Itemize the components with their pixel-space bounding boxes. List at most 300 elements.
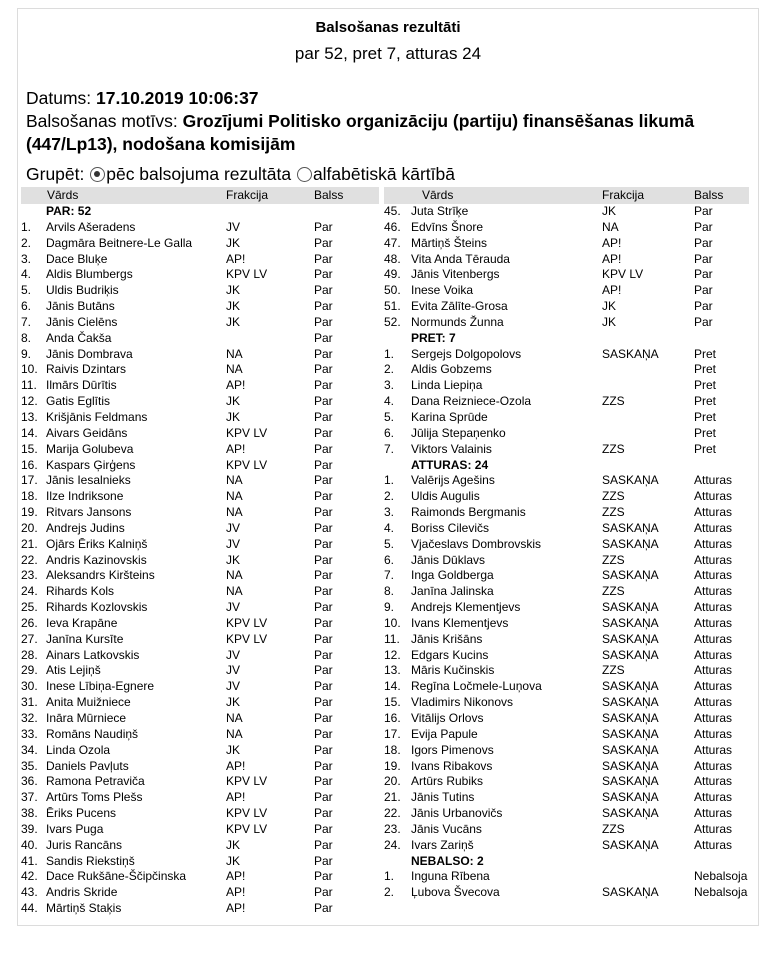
vote-cell: Par <box>314 679 333 694</box>
deputy-name: Viktors Valainis <box>411 441 492 456</box>
vote-cell: Pret <box>694 394 717 409</box>
deputy-name: Arvils Ašeradens <box>46 219 136 234</box>
table-row <box>21 394 379 410</box>
vote-cell: Par <box>314 441 333 456</box>
table-row <box>21 679 379 695</box>
deputy-name: Atis Lejiņš <box>46 663 101 678</box>
table-row <box>21 663 379 679</box>
table-row <box>21 537 379 553</box>
vote-cell: Atturas <box>694 726 733 741</box>
faction-cell: JK <box>226 314 241 329</box>
vote-cell: Par <box>314 457 333 472</box>
deputy-name: Inguna Rībena <box>411 869 490 884</box>
faction-cell: SASKAŅA <box>602 742 659 757</box>
vote-cell: Par <box>314 314 333 329</box>
vote-cell: Par <box>314 219 333 234</box>
faction-cell: ZZS <box>602 663 625 678</box>
group-by-result-radio[interactable] <box>90 167 105 182</box>
deputy-name: Inga Goldberga <box>411 568 494 583</box>
deputy-name: Artūrs Toms Plešs <box>46 790 143 805</box>
table-row <box>384 695 749 711</box>
faction-cell: ZZS <box>602 584 625 599</box>
table-row <box>384 426 749 442</box>
faction-cell: NA <box>226 473 243 488</box>
faction-cell: NA <box>226 505 243 520</box>
faction-cell: SASKAŅA <box>602 885 659 900</box>
row-number: 19. <box>21 505 38 520</box>
deputy-name: Ivars Zariņš <box>411 837 474 852</box>
row-number: 45. <box>384 204 401 218</box>
faction-cell: NA <box>226 711 243 725</box>
vote-cell: Par <box>314 568 333 583</box>
row-number: 1. <box>384 473 395 488</box>
vote-cell: Par <box>314 631 333 646</box>
row-number: 3. <box>384 378 395 393</box>
table-row <box>384 378 749 394</box>
vote-cell: Par <box>694 314 713 329</box>
table-row <box>21 362 379 378</box>
faction-cell: SASKAŅA <box>602 568 659 583</box>
faction-cell: KPV LV <box>226 821 268 836</box>
vote-cell: Par <box>314 536 333 551</box>
table-row <box>21 220 379 236</box>
deputy-name: Anita Muižniece <box>46 695 131 710</box>
faction-cell: JK <box>226 552 241 567</box>
row-number: 21. <box>21 536 38 551</box>
faction-cell: JK <box>226 299 241 314</box>
vote-cell: Par <box>314 283 333 298</box>
deputy-name: Jānis Urbanovičs <box>411 806 503 821</box>
table-row <box>384 790 749 806</box>
row-number: 15. <box>384 695 401 710</box>
deputy-name: Anda Čakša <box>46 330 112 345</box>
faction-cell: AP! <box>226 901 246 916</box>
row-number: 41. <box>21 853 38 868</box>
table-row <box>384 394 749 410</box>
row-number: 46. <box>384 219 401 234</box>
vote-cell: Par <box>314 330 333 345</box>
faction-cell: KPV LV <box>602 267 644 282</box>
group-alphabetical-label[interactable]: alfabētiskā kārtībā <box>312 164 455 184</box>
table-row <box>21 616 379 632</box>
row-number: 6. <box>21 299 32 314</box>
row-number: 24. <box>21 584 38 599</box>
vote-cell: Atturas <box>694 584 733 599</box>
table-header <box>21 187 379 204</box>
table-row <box>21 426 379 442</box>
deputy-name: Jānis Iesalnieks <box>46 473 131 488</box>
vote-cell: Par <box>314 489 333 504</box>
table-row <box>21 283 379 299</box>
deputy-name: Andrejs Judins <box>46 520 125 535</box>
faction-cell: SASKAŅA <box>602 726 659 741</box>
row-number: 30. <box>21 679 38 694</box>
table-row <box>384 505 749 521</box>
deputy-name: Inese Voika <box>411 283 474 298</box>
vote-cell: Par <box>314 615 333 630</box>
header-name: Vārds <box>422 188 454 202</box>
faction-cell: ZZS <box>602 489 625 504</box>
vote-cell: Par <box>314 821 333 836</box>
faction-cell: JV <box>226 520 241 535</box>
results-table-right <box>384 187 749 901</box>
vote-cell: Par <box>314 742 333 757</box>
deputy-name: Ojārs Ēriks Kalniņš <box>46 536 148 551</box>
row-number: 3. <box>384 505 395 520</box>
faction-cell: SASKAŅA <box>602 758 659 773</box>
vote-cell: Atturas <box>694 806 733 821</box>
row-number: 42. <box>21 869 38 884</box>
deputy-name: Ieva Krapāne <box>46 615 118 630</box>
row-number: 50. <box>384 283 401 298</box>
faction-cell: JV <box>226 663 241 678</box>
vote-cell: Atturas <box>694 837 733 852</box>
row-number: 23. <box>21 568 38 583</box>
faction-cell: JK <box>226 742 241 757</box>
vote-cell: Par <box>314 758 333 773</box>
deputy-name: Vitālijs Orlovs <box>411 711 484 725</box>
vote-cell: Par <box>314 726 333 741</box>
faction-cell: SASKAŅA <box>602 647 659 662</box>
row-number: 37. <box>21 790 38 805</box>
deputy-name: Linda Ozola <box>46 742 111 757</box>
table-row <box>384 663 749 679</box>
section-title: ATTURAS: 24 <box>411 457 489 472</box>
table-row <box>384 204 749 220</box>
table-row <box>384 600 749 616</box>
deputy-name: Jānis Tutins <box>411 790 475 805</box>
header-name: Vārds <box>47 188 79 202</box>
deputy-name: Ainars Latkovskis <box>46 647 140 662</box>
faction-cell: AP! <box>226 758 246 773</box>
table-row <box>384 267 749 283</box>
deputy-name: Linda Liepiņa <box>411 378 483 393</box>
deputy-name: Jānis Cielēns <box>46 314 118 329</box>
deputy-name: Ivars Puga <box>46 821 104 836</box>
table-row <box>21 648 379 664</box>
row-number: 2. <box>384 885 395 900</box>
faction-cell: AP! <box>226 441 246 456</box>
date-line <box>26 87 746 110</box>
row-number: 18. <box>384 742 401 757</box>
faction-cell: KPV LV <box>226 806 268 821</box>
table-row <box>21 378 379 394</box>
vote-cell: Atturas <box>694 711 733 725</box>
row-number: 25. <box>21 600 38 615</box>
table-header <box>384 187 749 204</box>
vote-cell: Nebalsoja <box>694 869 748 884</box>
header-faction: Frakcija <box>226 188 269 202</box>
row-number: 10. <box>21 362 38 377</box>
table-row <box>384 648 749 664</box>
deputy-name: Inese Lībiņa-Egnere <box>46 679 155 694</box>
row-number: 29. <box>21 663 38 678</box>
deputy-name: Jānis Dombrava <box>46 346 133 361</box>
deputy-name: Aivars Geidāns <box>46 425 128 440</box>
row-number: 8. <box>384 584 395 599</box>
deputy-name: Raivis Dzintars <box>46 362 127 377</box>
faction-cell: SASKAŅA <box>602 346 659 361</box>
table-row <box>21 695 379 711</box>
table-row <box>21 838 379 854</box>
faction-cell: AP! <box>602 235 622 250</box>
faction-cell: SASKAŅA <box>602 695 659 710</box>
table-row <box>21 806 379 822</box>
faction-cell: ZZS <box>602 505 625 520</box>
vote-cell: Par <box>314 600 333 615</box>
faction-cell: NA <box>226 726 243 741</box>
deputy-name: Daniels Pavļuts <box>46 758 129 773</box>
table-row <box>384 759 749 775</box>
deputy-name: Ēriks Pucens <box>46 806 117 821</box>
row-number: 20. <box>384 774 401 789</box>
faction-cell: NA <box>226 362 243 377</box>
table-row <box>21 331 379 347</box>
row-number: 5. <box>384 536 395 551</box>
row-number: 1. <box>384 346 395 361</box>
table-row <box>384 711 749 727</box>
deputy-name: Edgars Kucins <box>411 647 489 662</box>
table-body-left <box>21 204 379 917</box>
deputy-name: Mārtiņš Šteins <box>411 235 488 250</box>
vote-cell: Par <box>314 584 333 599</box>
vote-cell: Atturas <box>694 663 733 678</box>
faction-cell: SASKAŅA <box>602 520 659 535</box>
vote-cell: Atturas <box>694 489 733 504</box>
table-row <box>21 901 379 917</box>
row-number: 5. <box>384 409 395 424</box>
table-row <box>21 727 379 743</box>
row-number: 2. <box>21 235 32 250</box>
results-page <box>17 8 759 926</box>
faction-cell: JK <box>226 853 241 868</box>
table-row <box>384 236 749 252</box>
row-number: 11. <box>21 378 37 393</box>
vote-cell: Atturas <box>694 473 733 488</box>
table-row <box>21 854 379 870</box>
faction-cell: AP! <box>226 885 246 900</box>
vote-cell: Atturas <box>694 695 733 710</box>
deputy-name: Jānis Vucāns <box>411 821 482 836</box>
vote-cell: Par <box>694 283 713 298</box>
faction-cell: ZZS <box>602 441 625 456</box>
row-number: 12. <box>21 394 38 409</box>
vote-cell: Par <box>694 219 713 234</box>
table-row <box>384 727 749 743</box>
group-label: Grupēt: <box>26 164 90 184</box>
faction-cell: NA <box>226 346 243 361</box>
faction-cell: NA <box>602 219 619 234</box>
faction-cell: JK <box>226 283 241 298</box>
deputy-name: Ilze Indriksone <box>46 489 124 504</box>
faction-cell: JV <box>226 219 241 234</box>
row-number: 17. <box>384 726 401 741</box>
table-row <box>384 283 749 299</box>
table-row <box>21 743 379 759</box>
vote-cell: Par <box>314 520 333 535</box>
row-number: 9. <box>384 600 395 615</box>
deputy-name: Vjačeslavs Dombrovskis <box>411 536 542 551</box>
vote-cell: Nebalsoja <box>694 885 748 900</box>
table-row <box>384 537 749 553</box>
vote-cell: Atturas <box>694 600 733 615</box>
row-number: 44. <box>21 901 38 916</box>
row-number: 49. <box>384 267 401 282</box>
motive-line <box>26 110 746 156</box>
faction-cell: JK <box>602 299 617 314</box>
section-header-row <box>384 458 749 474</box>
table-row <box>384 347 749 363</box>
vote-cell: Par <box>314 235 333 250</box>
table-row <box>21 458 379 474</box>
faction-cell: SASKAŅA <box>602 806 659 821</box>
deputy-name: Dagmāra Beitnere-Le Galla <box>46 235 193 250</box>
table-row <box>21 442 379 458</box>
faction-cell: AP! <box>226 378 246 393</box>
table-row <box>384 632 749 648</box>
faction-cell: SASKAŅA <box>602 473 659 488</box>
row-number: 24. <box>384 837 401 852</box>
group-by-result-label[interactable]: pēc balsojuma rezultāta <box>106 164 292 184</box>
row-number: 22. <box>384 806 401 821</box>
vote-cell: Atturas <box>694 742 733 757</box>
table-row <box>21 489 379 505</box>
table-row <box>21 584 379 600</box>
deputy-name: Janīna Jalinska <box>411 584 494 599</box>
deputy-name: Juris Rancāns <box>46 837 123 852</box>
row-number: 2. <box>384 489 395 504</box>
vote-cell: Atturas <box>694 790 733 805</box>
deputy-name: Ināra Mūrniece <box>46 711 127 725</box>
faction-cell: KPV LV <box>226 631 268 646</box>
table-row <box>384 252 749 268</box>
vote-cell: Par <box>314 362 333 377</box>
deputy-name: Regīna Ločmele-Luņova <box>411 679 542 694</box>
faction-cell: ZZS <box>602 394 625 409</box>
deputy-name: Ivans Klementjevs <box>411 615 509 630</box>
table-row <box>21 759 379 775</box>
row-number: 14. <box>21 425 38 440</box>
deputy-name: Ļubova Švecova <box>411 885 500 900</box>
deputy-name: Ritvars Jansons <box>46 505 132 520</box>
deputy-name: Normunds Žunna <box>411 314 504 329</box>
vote-cell: Atturas <box>694 615 733 630</box>
faction-cell: AP! <box>226 790 246 805</box>
vote-cell: Pret <box>694 378 717 393</box>
deputy-name: Ilmārs Dūrītis <box>46 378 117 393</box>
table-row <box>21 299 379 315</box>
deputy-name: Andris Skride <box>46 885 118 900</box>
vote-cell: Atturas <box>694 774 733 789</box>
vote-cell: Atturas <box>694 647 733 662</box>
deputy-name: Sergejs Dolgopolovs <box>411 346 522 361</box>
vote-cell: Pret <box>694 441 717 456</box>
motive-label: Balsošanas motīvs: <box>26 111 183 131</box>
vote-cell: Par <box>314 774 333 789</box>
faction-cell: JV <box>226 536 241 551</box>
deputy-name: Jānis Vitenbergs <box>411 267 500 282</box>
table-body-right <box>384 204 749 901</box>
faction-cell: JK <box>226 394 241 409</box>
table-row <box>21 347 379 363</box>
vote-cell: Par <box>314 425 333 440</box>
header-vote: Balss <box>314 188 344 202</box>
row-number: 35. <box>21 758 38 773</box>
table-row <box>384 679 749 695</box>
header-faction: Frakcija <box>602 188 645 202</box>
row-number: 5. <box>21 283 32 298</box>
table-row <box>384 315 749 331</box>
vote-cell: Pret <box>694 362 717 377</box>
vote-summary: par 52, pret 7, atturas 24 <box>294 44 482 63</box>
row-number: 17. <box>21 473 38 488</box>
motive-value: Grozījumi Politisko organizāciju (partiju) finansēšanas likumā (447/Lp13), nodošana komisijām <box>26 111 695 154</box>
deputy-name: Valērijs Agešins <box>411 473 495 488</box>
faction-cell: JV <box>226 647 241 662</box>
faction-cell: JK <box>602 204 617 218</box>
deputy-name: Jānis Dūklavs <box>411 552 486 567</box>
faction-cell: JK <box>226 695 241 710</box>
row-number: 38. <box>21 806 38 821</box>
deputy-name: Raimonds Bergmanis <box>411 505 526 520</box>
row-number: 19. <box>384 758 401 773</box>
table-row <box>21 267 379 283</box>
vote-cell: Atturas <box>694 505 733 520</box>
row-number: 23. <box>384 821 401 836</box>
table-row <box>384 885 749 901</box>
row-number: 13. <box>384 663 401 678</box>
deputy-name: Karina Sprūde <box>411 409 488 424</box>
row-number: 2. <box>384 362 395 377</box>
deputy-name: Vita Anda Tērauda <box>411 251 510 266</box>
vote-cell: Par <box>314 299 333 314</box>
row-number: 6. <box>384 425 395 440</box>
table-row <box>21 600 379 616</box>
vote-cell: Par <box>314 663 333 678</box>
faction-cell: NA <box>226 489 243 504</box>
deputy-name: Boriss Cilevičs <box>411 520 490 535</box>
faction-cell: KPV LV <box>226 457 268 472</box>
table-row <box>384 568 749 584</box>
deputy-name: Dace Bluķe <box>46 251 108 266</box>
row-number: 4. <box>384 520 395 535</box>
row-number: 34. <box>21 742 38 757</box>
row-number: 8. <box>21 330 32 345</box>
group-alphabetical-radio[interactable] <box>297 167 312 182</box>
deputy-name: Jānis Krišāns <box>411 631 483 646</box>
table-row <box>384 869 749 885</box>
vote-cell: Par <box>694 267 713 282</box>
table-row <box>384 616 749 632</box>
table-row <box>21 315 379 331</box>
faction-cell: KPV LV <box>226 425 268 440</box>
table-row <box>384 553 749 569</box>
vote-cell: Atturas <box>694 758 733 773</box>
deputy-name: Aldis Blumbergs <box>46 267 133 282</box>
row-number: 27. <box>21 631 38 646</box>
vote-cell: Par <box>314 790 333 805</box>
row-number: 3. <box>21 251 32 266</box>
deputy-name: Sandis Riekstiņš <box>46 853 135 868</box>
row-number: 16. <box>384 711 401 725</box>
row-number: 16. <box>21 457 38 472</box>
row-number: 26. <box>21 615 38 630</box>
faction-cell: SASKAŅA <box>602 711 659 725</box>
vote-cell: Atturas <box>694 821 733 836</box>
row-number: 7. <box>384 441 395 456</box>
row-number: 14. <box>384 679 401 694</box>
table-row <box>21 885 379 901</box>
